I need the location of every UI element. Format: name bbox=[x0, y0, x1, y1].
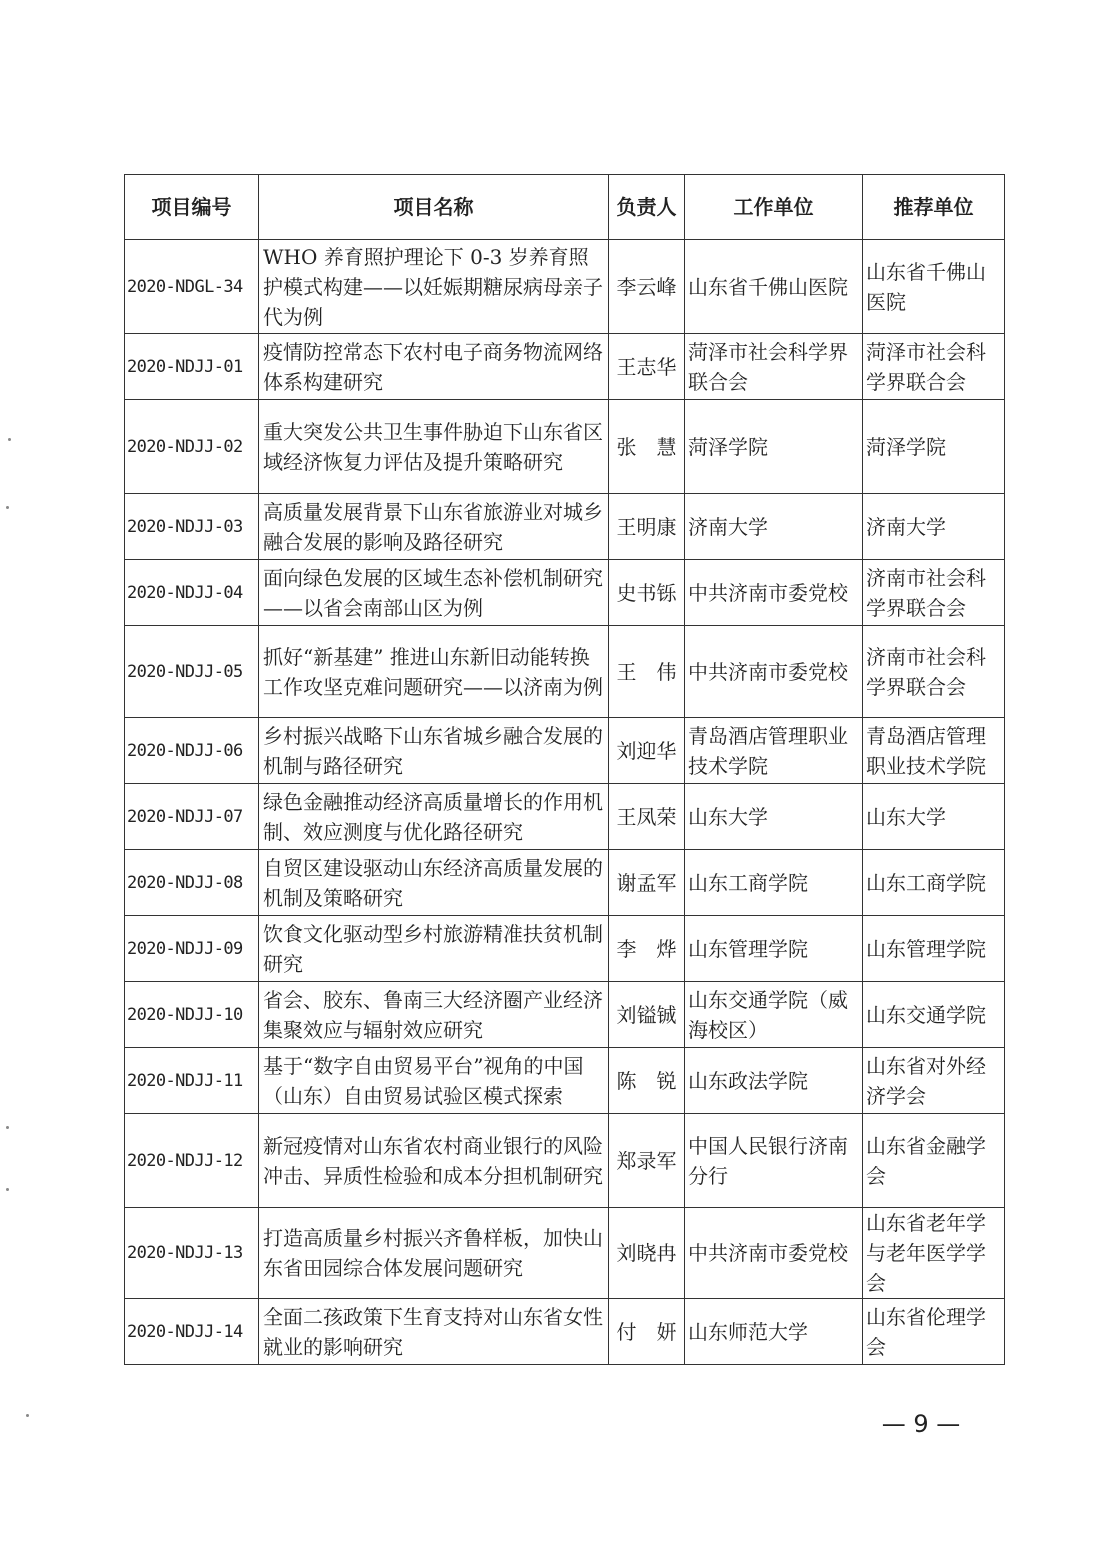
project-name: 抓好“新基建” 推进山东新旧动能转换工作攻坚克难问题研究——以济南为例 bbox=[259, 626, 609, 718]
project-code: 2020-NDJJ-02 bbox=[125, 400, 259, 494]
recommending-unit: 菏泽学院 bbox=[863, 400, 1005, 494]
work-unit: 山东大学 bbox=[685, 784, 863, 850]
project-code: 2020-NDJJ-09 bbox=[125, 916, 259, 982]
project-leader: 刘迎华 bbox=[609, 718, 685, 784]
work-unit: 山东工商学院 bbox=[685, 850, 863, 916]
table-row bbox=[125, 1048, 1005, 1114]
project-code: 2020-NDJJ-01 bbox=[125, 334, 259, 400]
scan-speck bbox=[6, 506, 9, 509]
project-name: 乡村振兴战略下山东省城乡融合发展的机制与路径研究 bbox=[259, 718, 609, 784]
header-work-unit: 工作单位 bbox=[685, 175, 863, 240]
table-row bbox=[125, 494, 1005, 560]
project-leader: 陈 锐 bbox=[609, 1048, 685, 1114]
work-unit: 济南大学 bbox=[685, 494, 863, 560]
recommending-unit: 济南市社会科学界联合会 bbox=[863, 560, 1005, 626]
project-name: 全面二孩政策下生育支持对山东省女性就业的影响研究 bbox=[259, 1299, 609, 1365]
table-row bbox=[125, 626, 1005, 718]
project-leader: 刘镒铖 bbox=[609, 982, 685, 1048]
project-leader: 李云峰 bbox=[609, 240, 685, 334]
scan-speck bbox=[6, 1126, 9, 1129]
work-unit: 山东管理学院 bbox=[685, 916, 863, 982]
work-unit: 山东政法学院 bbox=[685, 1048, 863, 1114]
work-unit: 中共济南市委党校 bbox=[685, 1208, 863, 1299]
project-name: 绿色金融推动经济高质量增长的作用机制、效应测度与优化路径研究 bbox=[259, 784, 609, 850]
work-unit: 青岛酒店管理职业技术学院 bbox=[685, 718, 863, 784]
table-row bbox=[125, 982, 1005, 1048]
table-row bbox=[125, 784, 1005, 850]
table-row bbox=[125, 240, 1005, 334]
project-code: 2020-NDJJ-04 bbox=[125, 560, 259, 626]
project-leader: 李 烨 bbox=[609, 916, 685, 982]
work-unit: 山东省千佛山医院 bbox=[685, 240, 863, 334]
project-code: 2020-NDJJ-10 bbox=[125, 982, 259, 1048]
project-leader: 付 妍 bbox=[609, 1299, 685, 1365]
table-row bbox=[125, 1299, 1005, 1365]
project-leader: 王志华 bbox=[609, 334, 685, 400]
table-row bbox=[125, 1208, 1005, 1299]
project-code: 2020-NDJJ-13 bbox=[125, 1208, 259, 1299]
recommending-unit: 山东省对外经济学会 bbox=[863, 1048, 1005, 1114]
project-name: 疫情防控常态下农村电子商务物流网络体系构建研究 bbox=[259, 334, 609, 400]
table-row bbox=[125, 560, 1005, 626]
page-number: — 9 — bbox=[881, 1410, 961, 1438]
scan-speck bbox=[6, 1188, 9, 1191]
project-leader: 刘晓冉 bbox=[609, 1208, 685, 1299]
project-code: 2020-NDJJ-14 bbox=[125, 1299, 259, 1365]
table-row bbox=[125, 850, 1005, 916]
header-recommending-unit: 推荐单位 bbox=[863, 175, 1005, 240]
header-project-name: 项目名称 bbox=[259, 175, 609, 240]
recommending-unit: 山东省金融学会 bbox=[863, 1114, 1005, 1208]
header-project-code: 项目编号 bbox=[125, 175, 259, 240]
table-row bbox=[125, 916, 1005, 982]
project-leader: 王明康 bbox=[609, 494, 685, 560]
recommending-unit: 山东省千佛山医院 bbox=[863, 240, 1005, 334]
project-code: 2020-NDJJ-05 bbox=[125, 626, 259, 718]
scan-speck bbox=[26, 1414, 29, 1417]
work-unit: 中国人民银行济南分行 bbox=[685, 1114, 863, 1208]
work-unit: 菏泽学院 bbox=[685, 400, 863, 494]
project-name: 高质量发展背景下山东省旅游业对城乡融合发展的影响及路径研究 bbox=[259, 494, 609, 560]
project-code: 2020-NDJJ-06 bbox=[125, 718, 259, 784]
project-leader: 王凤荣 bbox=[609, 784, 685, 850]
table-body bbox=[125, 240, 1005, 1365]
project-name: WHO 养育照护理论下 0-3 岁养育照护模式构建——以妊娠期糖尿病母亲子代为例 bbox=[259, 240, 609, 334]
work-unit: 山东师范大学 bbox=[685, 1299, 863, 1365]
header-leader: 负责人 bbox=[609, 175, 685, 240]
table-row bbox=[125, 400, 1005, 494]
recommending-unit: 山东工商学院 bbox=[863, 850, 1005, 916]
recommending-unit: 济南市社会科学界联合会 bbox=[863, 626, 1005, 718]
project-leader: 谢孟军 bbox=[609, 850, 685, 916]
recommending-unit: 山东大学 bbox=[863, 784, 1005, 850]
project-code: 2020-NDJJ-08 bbox=[125, 850, 259, 916]
project-name: 重大突发公共卫生事件胁迫下山东省区域经济恢复力评估及提升策略研究 bbox=[259, 400, 609, 494]
project-leader: 史书铄 bbox=[609, 560, 685, 626]
project-name: 打造高质量乡村振兴齐鲁样板，加快山东省田园综合体发展问题研究 bbox=[259, 1208, 609, 1299]
project-table bbox=[124, 174, 1005, 1365]
project-code: 2020-NDJJ-07 bbox=[125, 784, 259, 850]
recommending-unit: 山东省老年学与老年医学学会 bbox=[863, 1208, 1005, 1299]
table-row bbox=[125, 718, 1005, 784]
scan-speck bbox=[8, 438, 11, 441]
table-row bbox=[125, 1114, 1005, 1208]
table-row bbox=[125, 334, 1005, 400]
project-leader: 郑录军 bbox=[609, 1114, 685, 1208]
project-leader: 张 慧 bbox=[609, 400, 685, 494]
project-leader: 王 伟 bbox=[609, 626, 685, 718]
recommending-unit: 菏泽市社会科学界联合会 bbox=[863, 334, 1005, 400]
project-name: 省会、胶东、鲁南三大经济圈产业经济集聚效应与辐射效应研究 bbox=[259, 982, 609, 1048]
project-code: 2020-NDJJ-03 bbox=[125, 494, 259, 560]
project-code: 2020-NDJJ-11 bbox=[125, 1048, 259, 1114]
work-unit: 中共济南市委党校 bbox=[685, 626, 863, 718]
recommending-unit: 济南大学 bbox=[863, 494, 1005, 560]
recommending-unit: 山东交通学院 bbox=[863, 982, 1005, 1048]
table-header-row bbox=[125, 175, 1005, 240]
project-code: 2020-NDJJ-12 bbox=[125, 1114, 259, 1208]
project-name: 自贸区建设驱动山东经济高质量发展的机制及策略研究 bbox=[259, 850, 609, 916]
project-name: 面向绿色发展的区域生态补偿机制研究——以省会南部山区为例 bbox=[259, 560, 609, 626]
recommending-unit: 山东省伦理学会 bbox=[863, 1299, 1005, 1365]
work-unit: 菏泽市社会科学界联合会 bbox=[685, 334, 863, 400]
project-name: 新冠疫情对山东省农村商业银行的风险冲击、异质性检验和成本分担机制研究 bbox=[259, 1114, 609, 1208]
project-name: 饮食文化驱动型乡村旅游精准扶贫机制研究 bbox=[259, 916, 609, 982]
recommending-unit: 青岛酒店管理职业技术学院 bbox=[863, 718, 1005, 784]
work-unit: 山东交通学院（威海校区） bbox=[685, 982, 863, 1048]
project-name: 基于“数字自由贸易平台”视角的中国（山东）自由贸易试验区模式探索 bbox=[259, 1048, 609, 1114]
work-unit: 中共济南市委党校 bbox=[685, 560, 863, 626]
project-code: 2020-NDGL-34 bbox=[125, 240, 259, 334]
recommending-unit: 山东管理学院 bbox=[863, 916, 1005, 982]
